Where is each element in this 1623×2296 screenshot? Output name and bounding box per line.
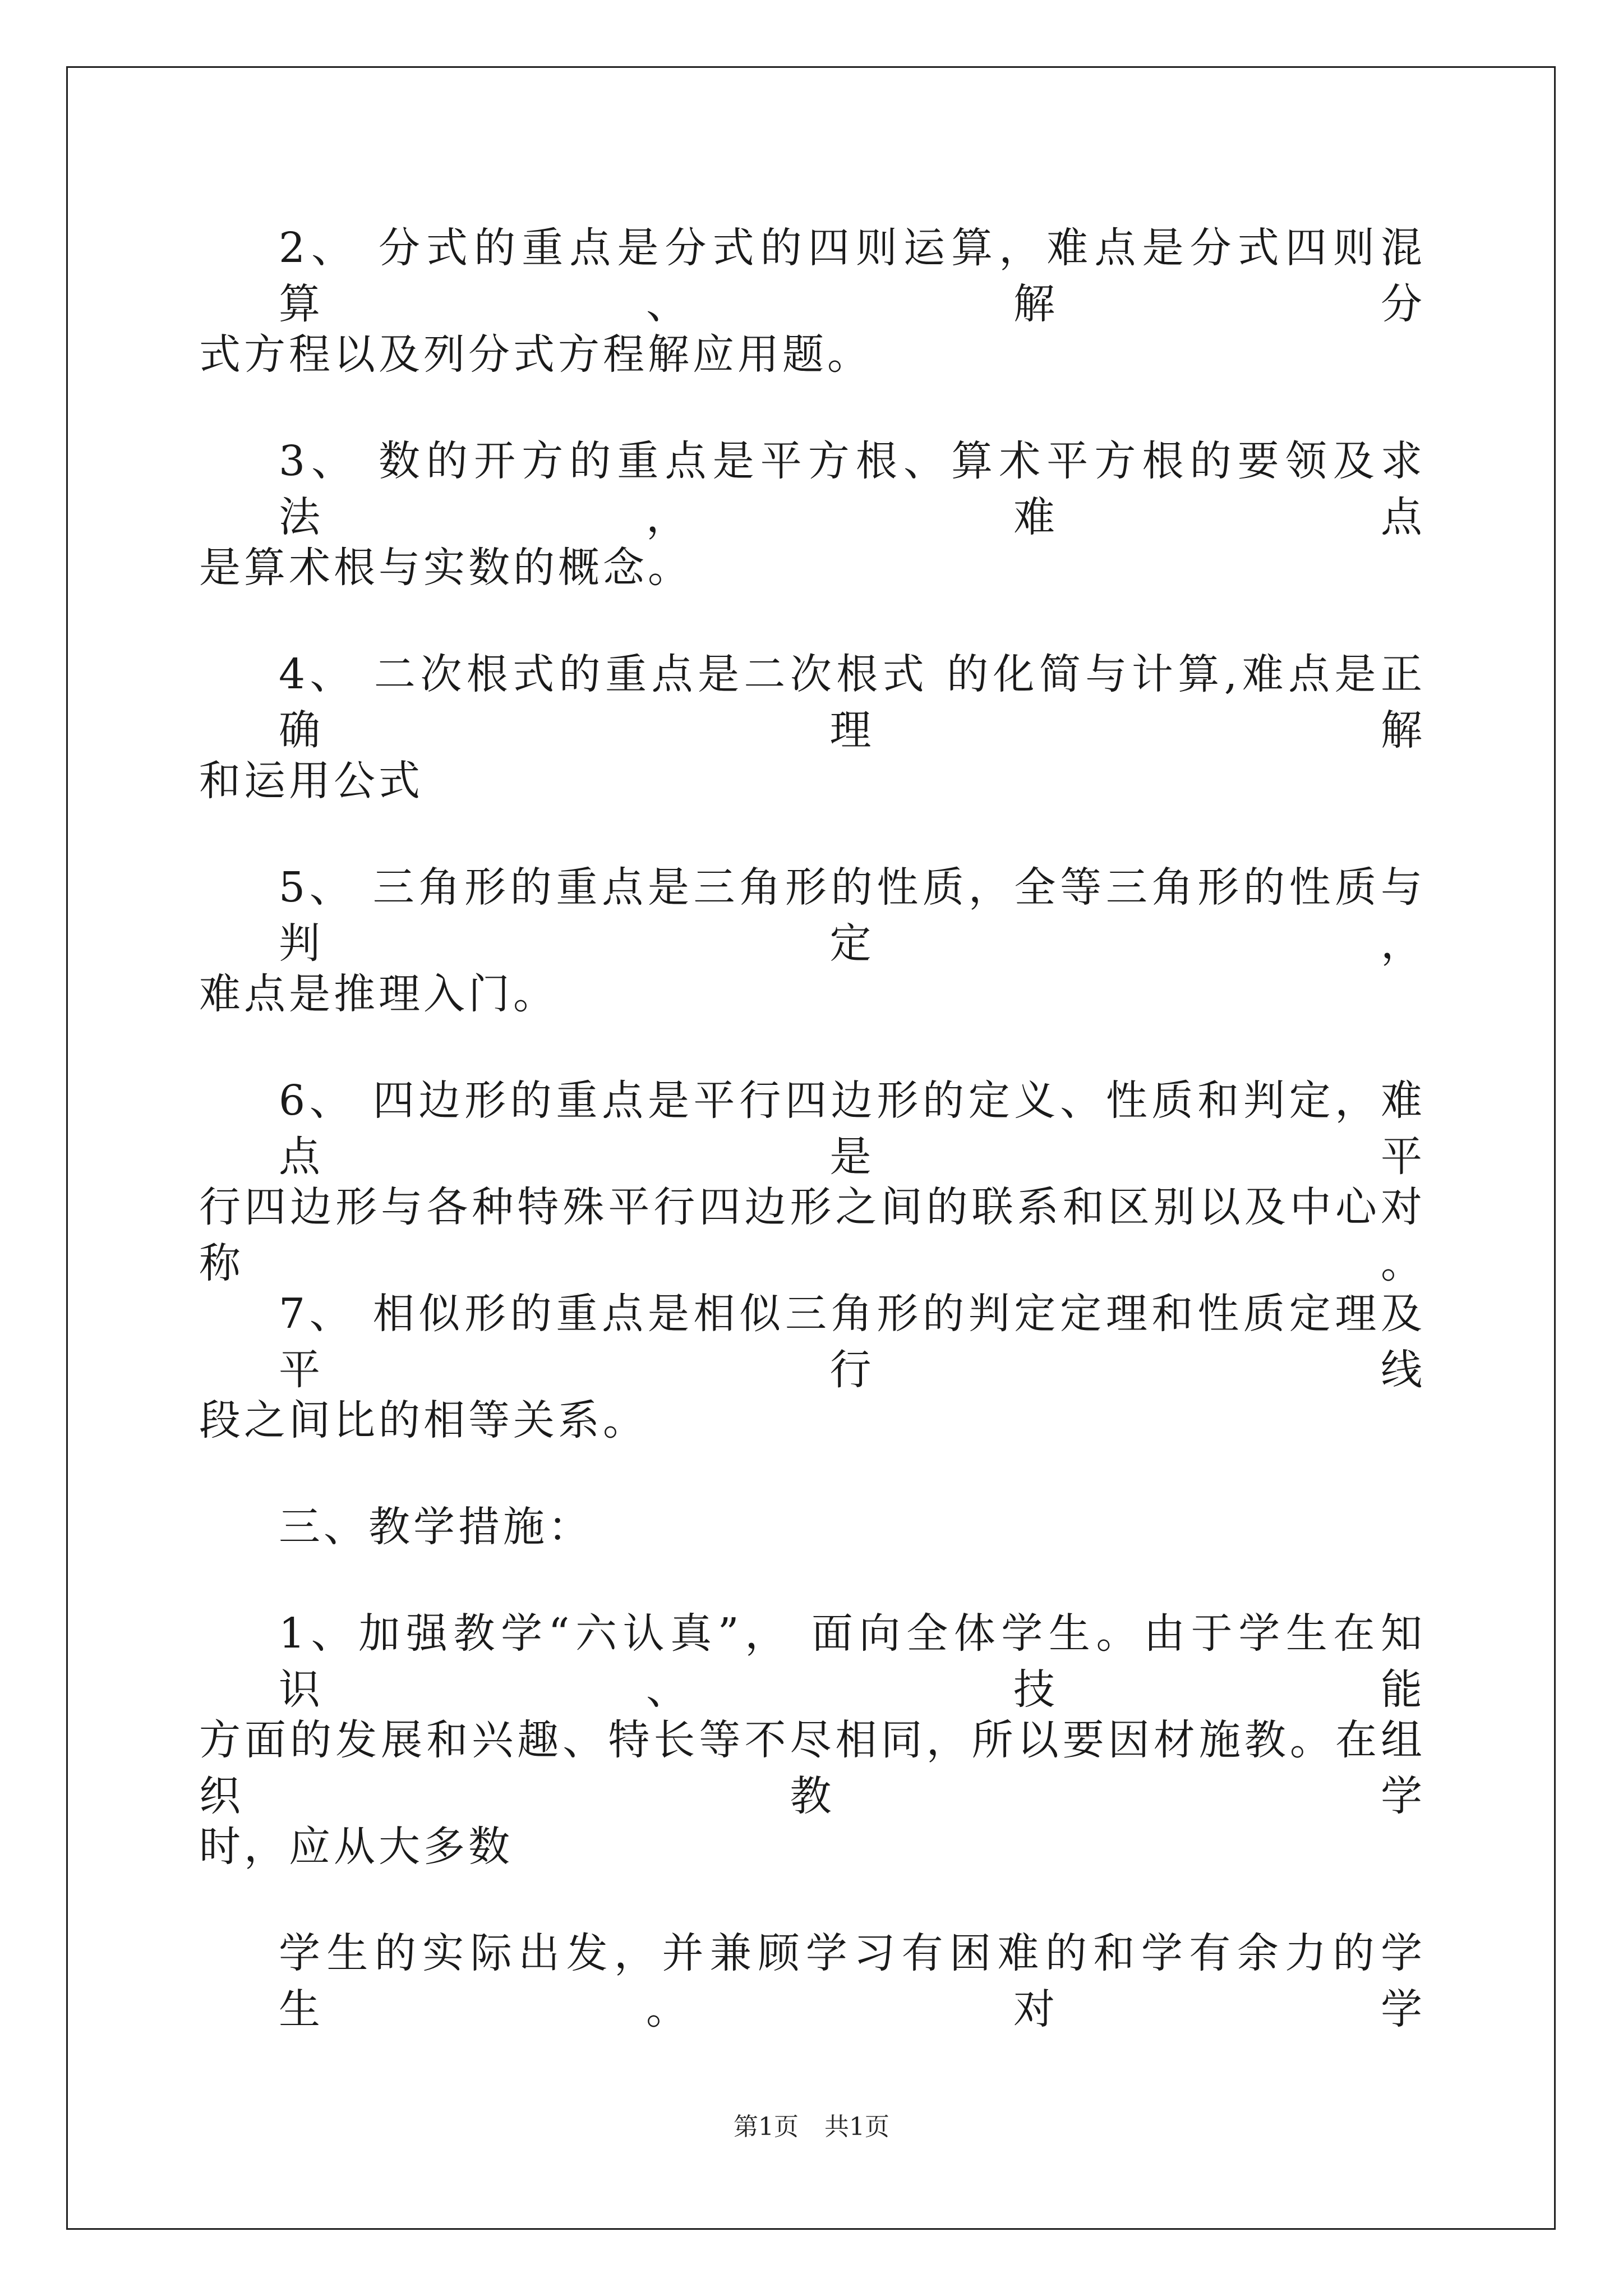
paragraph-line: 是算术根与实数的概念。: [199, 544, 693, 592]
paragraph-line: 4、 二次根式的重点是二次根式 的化简与计算,难点是正确理解: [279, 650, 1426, 754]
paragraph-line: 时，应从大多数: [199, 1823, 513, 1871]
paragraph-line: 5、 三角形的重点是三角形的性质，全等三角形的性质与判定，: [279, 863, 1426, 968]
paragraph-line: 式方程以及列分式方程解应用题。: [199, 330, 872, 379]
paragraph-line: 7、 相似形的重点是相似三角形的判定定理和性质定理及平行线: [279, 1290, 1426, 1394]
page-total: 共1页: [824, 2113, 889, 2141]
paragraph-line: 难点是推理入门。: [199, 970, 558, 1018]
paragraph-line: 1、加强教学“六认真”， 面向全体学生。由于学生在知识、技能: [279, 1609, 1426, 1714]
paragraph-line: 3、 数的开方的重点是平方根、算术平方根的要领及求法，难点: [279, 437, 1426, 541]
paragraph-line: 2、 分式的重点是分式的四则运算，难点是分式四则混算、解分: [279, 224, 1426, 328]
page-number: 第1页: [734, 2113, 799, 2141]
paragraph-line: 6、 四边形的重点是平行四边形的定义、性质和判定，难点是平: [279, 1076, 1426, 1181]
paragraph-line: 行四边形与各种特殊平行四边形之间的联系和区别以及中心对称。: [199, 1183, 1426, 1287]
paragraph-line: 和运用公式: [199, 757, 423, 805]
page-footer: [0, 2110, 1623, 2144]
paragraph-line: 学生的实际出发，并兼顾学习有困难的和学有余力的学生。对学: [279, 1929, 1426, 2033]
paragraph-line: 方面的发展和兴趣、特长等不尽相同，所以要因材施教。在组织教学: [199, 1716, 1426, 1820]
section-heading: 三、教学措施：: [279, 1503, 593, 1551]
paragraph-line: 段之间比的相等关系。: [199, 1396, 648, 1444]
